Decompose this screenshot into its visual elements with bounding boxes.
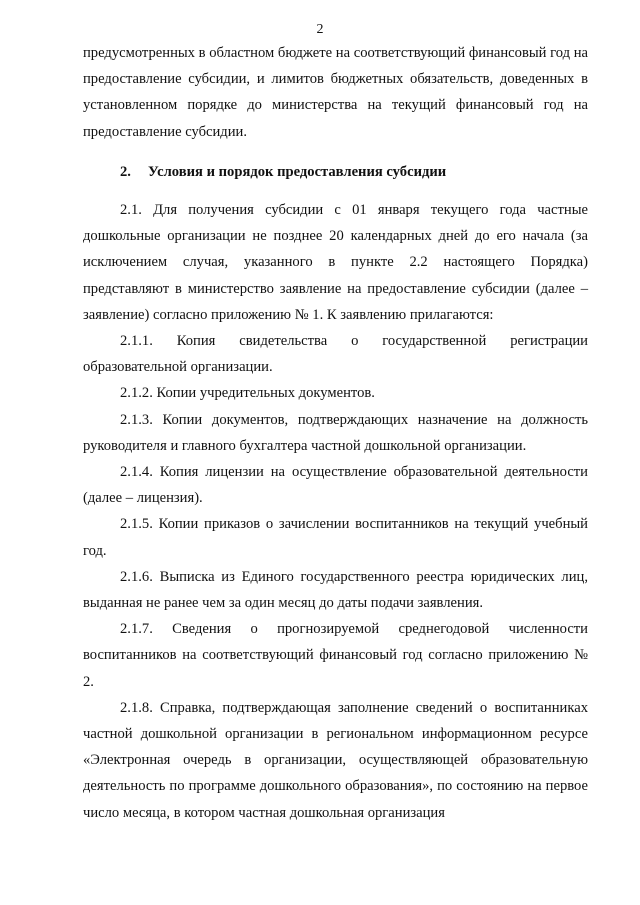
paragraph-2-1-6: 2.1.6. Выписка из Единого государственного реестра юридических лиц, выданная не ранее чем за один месяц до даты подачи заявления. [83,568,588,612]
paragraph-2-1-2: 2.1.2. Копии учредительных документов. [120,385,375,402]
document-body [83,40,588,826]
page-number: 2 [316,22,324,37]
paragraph-2-1-8: 2.1.8. Справка, подтверждающая заполнение сведений о воспитанниках частной дошкольной организации в региональном информационном ресурсе «Электронная очередь в организации, осуществляющей образовательную деятельность по программе дошкольного образования», по состоянию на первое число месяца, в котором частная дошкольная организация [83,699,588,821]
paragraph-intro: предусмотренных в областном бюджете на соответствующий финансовый год на предоставление субсидии, и лимитов бюджетных обязательств, доведенных в установленном порядке до министерства на текущий финансовый год на предоставление субсидии. [83,45,588,140]
paragraph-2-1: 2.1. Для получения субсидии с 01 января текущего года частные дошкольные организации не позднее 20 календарных дней до его начала (за исключением случая, указанного в пункте 2.2 настоящего Порядка) представляют в министерство заявление на предоставление субсидии (далее – заявление) согласно приложению № 1. К заявлению прилагаются: [83,202,588,323]
paragraph-2-1-7: 2.1.7. Сведения о прогнозируемой среднегодовой численности воспитанников на соответствующий финансовый год согласно приложению № 2. [83,621,588,690]
section-number: 2. [120,163,131,180]
paragraph-2-1-5: 2.1.5. Копии приказов о зачислении воспитанников на текущий учебный год. [83,516,588,559]
paragraph-2-1-1: 2.1.1. Копия свидетельства о государственной регистрации образовательной организации. [83,333,588,376]
paragraph-2-1-3: 2.1.3. Копии документов, подтверждающих назначение на должность руководителя и главного бухгалтера частной дошкольной организации. [83,411,588,454]
paragraph-2-1-4: 2.1.4. Копия лицензии на осуществление образовательной деятельности (далее – лицензия). [83,464,588,507]
section-heading [83,159,588,185]
section-title: Условия и порядок предоставления субсидии [148,163,447,180]
